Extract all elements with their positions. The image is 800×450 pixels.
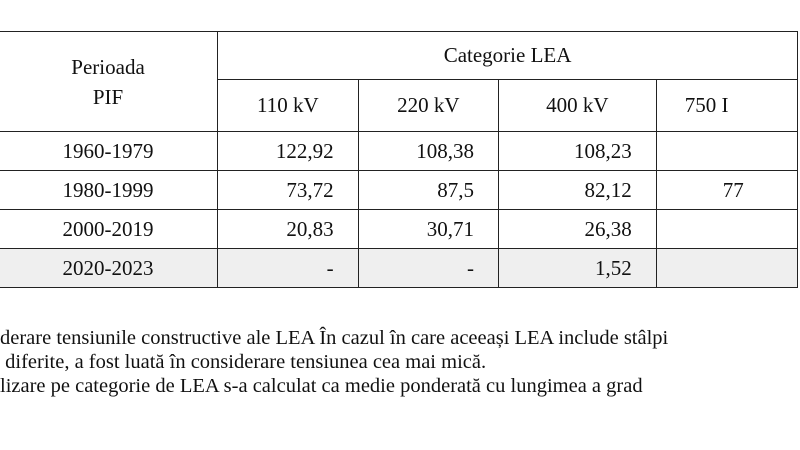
table-row: [0, 249, 798, 288]
value-cell: 30,71: [358, 210, 498, 249]
period-cell: 1960-1979: [0, 132, 218, 171]
table-row: [0, 132, 798, 171]
value-cell: 87,5: [358, 171, 498, 210]
period-cell: 1980-1999: [0, 171, 218, 210]
value-cell: [656, 210, 797, 249]
value-cell: [656, 249, 797, 288]
period-cell: 2000-2019: [0, 210, 218, 249]
header-voltage-400: 400 kV: [499, 80, 657, 132]
value-cell: 122,92: [218, 132, 358, 171]
lea-table: [0, 31, 798, 288]
period-cell: 2020-2023: [0, 249, 218, 288]
note-line-3: lizare pe categorie de LEA s-a calculat ca medie ponderată cu lungimea a grad: [0, 375, 643, 397]
table-row: [0, 210, 798, 249]
table-row: [0, 171, 798, 210]
note-line-2: diferite, a fost luată în considerare tensiunea cea mai mică.: [0, 351, 487, 373]
header-row-1: [0, 32, 798, 80]
value-cell: 108,38: [358, 132, 498, 171]
header-voltage-110: 110 kV: [218, 80, 358, 132]
value-cell: 77: [656, 171, 797, 210]
value-cell: -: [218, 249, 358, 288]
notes-block: [0, 326, 800, 398]
header-period: [0, 32, 218, 132]
header-period-line1: Perioada: [71, 54, 145, 79]
note-line-1: derare tensiunile constructive ale LEA În cazul în care aceeași LEA include stâlpi: [0, 327, 669, 349]
header-category: Categorie LEA: [218, 32, 798, 80]
value-cell: [656, 132, 797, 171]
value-cell: 73,72: [218, 171, 358, 210]
header-period-line2: PIF: [92, 84, 124, 109]
value-cell: 82,12: [499, 171, 657, 210]
value-cell: -: [358, 249, 498, 288]
value-cell: 108,23: [499, 132, 657, 171]
value-cell: 1,52: [499, 249, 657, 288]
value-cell: 26,38: [499, 210, 657, 249]
header-voltage-750: 750 I: [656, 80, 797, 132]
value-cell: 20,83: [218, 210, 358, 249]
header-voltage-220: 220 kV: [358, 80, 498, 132]
